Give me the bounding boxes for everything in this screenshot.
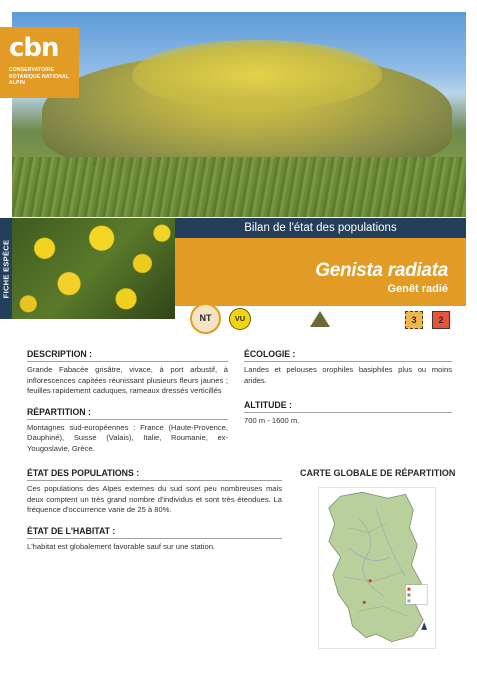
logo-mark: cbn: [9, 33, 59, 63]
etat-populations-heading: ÉTAT DES POPULATIONS :: [27, 468, 140, 479]
divider: [27, 419, 228, 420]
divider: [27, 361, 228, 362]
common-name: Genêt radié: [387, 283, 448, 295]
cbn-logo: [0, 27, 79, 98]
status-box-3: 3: [405, 311, 423, 329]
ecologie-section: [244, 349, 452, 386]
etat-habitat-section: [27, 526, 282, 553]
shrub-highlight: [132, 40, 382, 110]
right-column: [244, 349, 452, 437]
ecologie-text: Landes et pelouses orophiles basiphiles plus ou moins arides.: [244, 365, 452, 385]
distribution-map: [318, 487, 436, 649]
fiche-espece-strip: [0, 218, 12, 319]
description-section: [27, 349, 228, 397]
triangle-icon: [310, 311, 330, 327]
repartition-section: [27, 407, 228, 455]
divider: [27, 480, 282, 481]
species-name-band: [175, 238, 466, 306]
grass-foreground: [12, 157, 466, 217]
altitude-text: 700 m - 1600 m.: [244, 416, 300, 426]
etat-populations-text: Ces populations des Alpes externes du sud sont peu nombreuses mais deux comptent un très grand nombre d'individus et sont très étendues. La fréquence d'occurrence varie de 25 à 80%.: [27, 484, 282, 515]
repartition-heading: RÉPARTITION :: [27, 406, 91, 418]
status-badge-nt: NT: [190, 303, 221, 334]
ecologie-heading: ÉCOLOGIE :: [244, 349, 296, 360]
status-badge-vu: VU: [229, 308, 251, 330]
states-column: [27, 468, 282, 562]
status-row: [175, 306, 466, 336]
left-column: [27, 349, 228, 465]
description-heading: DESCRIPTION :: [27, 349, 93, 360]
etat-habitat-heading: ÉTAT DE L'HABITAT :: [27, 525, 116, 537]
scientific-name: Genista radiata: [315, 260, 448, 281]
divider: [244, 412, 452, 413]
etat-populations-section: [27, 468, 282, 516]
status-box-2: 2: [432, 311, 450, 329]
map-title: CARTE GLOBALE DE RÉPARTITION: [300, 468, 456, 478]
vertical-label: FICHE ESPÈCE: [1, 239, 11, 298]
etat-habitat-text: L'habitat est globalement favorable sauf sur une station.: [27, 541, 216, 551]
altitude-section: [244, 400, 452, 427]
divider: [27, 538, 282, 539]
logo-subtitle: CONSERVATOIRE BOTANIQUE NATIONAL ALPIN: [9, 67, 70, 86]
description-text: Grande Fabacée grisâtre, vivace, à port arbustif, à inflorescences capitées réunissant plusieurs fleurs jaunes ; feuilles rapidement caduques, rameaux dressés verticillés: [27, 365, 228, 396]
divider: [244, 361, 452, 362]
altitude-heading: ALTITUDE :: [244, 400, 292, 412]
species-photo-habit: [12, 12, 466, 217]
repartition-text: Montagnes sud-européennes : France (Haute-Provence, Dauphiné), Suisse (Valais), Italie, Roumanie, ex-Yougoslavie, Grèce.: [27, 422, 228, 453]
map-graphic: [319, 488, 435, 648]
banner-title: Bilan de l'état des populations: [175, 218, 466, 238]
species-photo-flowers: [12, 218, 175, 319]
